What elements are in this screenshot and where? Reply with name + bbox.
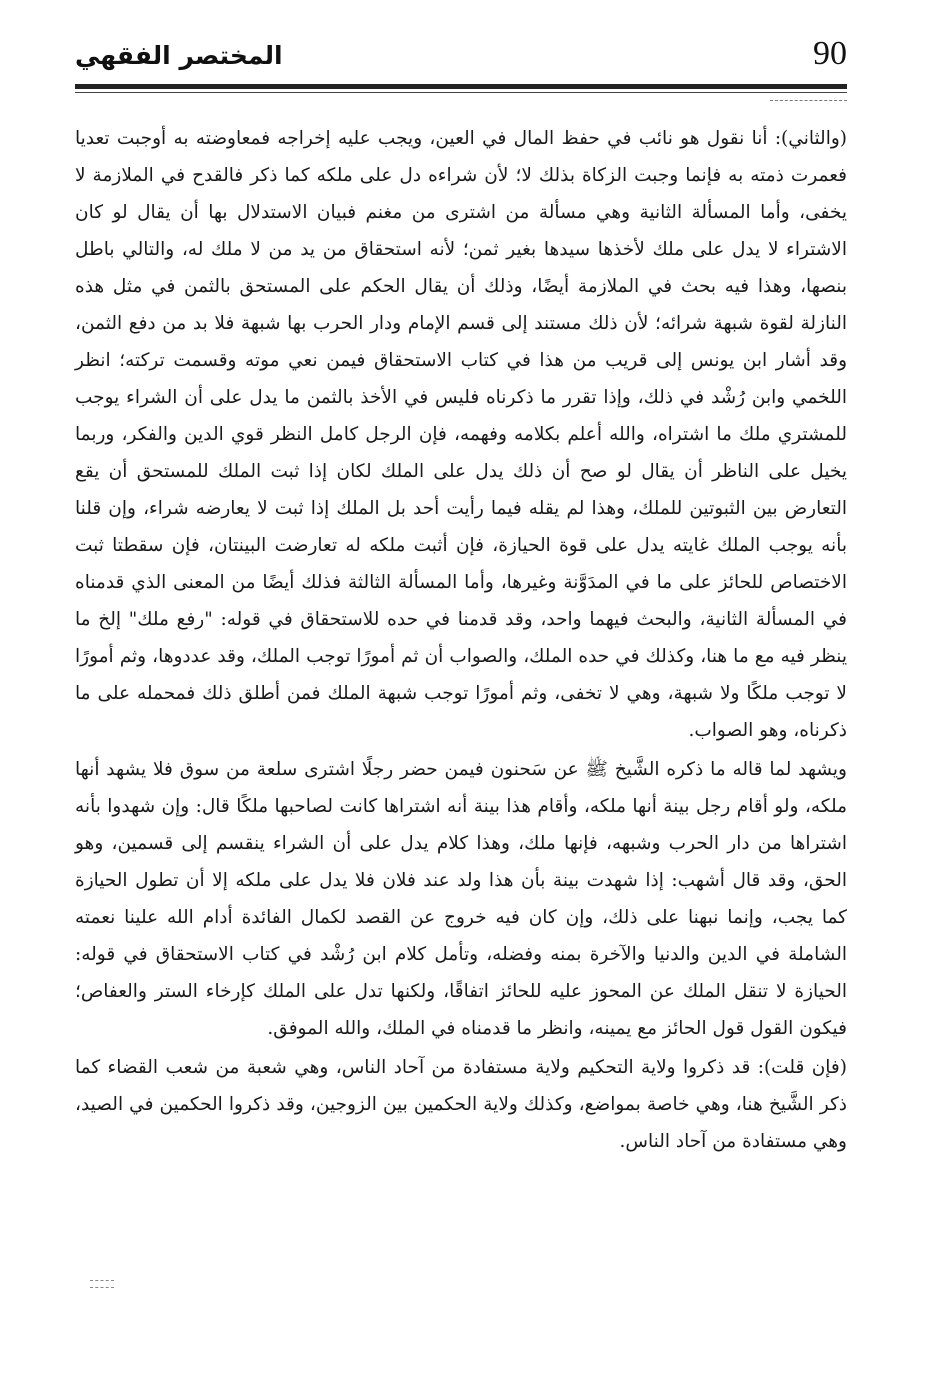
footer-mark	[90, 1280, 114, 1288]
header-rule-dashed	[770, 100, 847, 101]
header-rule-thin	[75, 92, 847, 93]
page-number: 90	[813, 35, 847, 72]
running-title: المختصر الفقهي	[75, 41, 283, 70]
paragraph-2: ويشهد لما قاله ما ذكره الشَّيخ ﷺ عن سَحنون فيمن حضر رجلًا اشترى سلعة من سوق فلا يشهد أنها ملكه، ولو أقام رجل بينة أنها ملكه، وأقام هذا بينة أنه اشتراها كانت لصاحبها ملكًا قال: وإن شهدوا بأنه اشتراها من دار الحرب وشبهه، فإنها ملك، وهذا كلام يدل على أن الشراء ينقسم إلى قسمين، وهو الحق، وقد قال أشهب: إذا شهدت بينة بأن هذا ولد عند فلان فلا يدل على ملكه إلا أن تطول الحيازة كما يجب، وإنما نبهنا على ذلك، وإن كان فيه خروج عن القصد لكمال الفائدة أدام الله علينا نعمته الشاملة في الدين والدنيا والآخرة بمنه وفضله، وتأمل كلام ابن رُشْد في كتاب الاستحقاق في قوله: الحيازة لا تنقل الملك عن المحوز عليه للحائز اتفاقًا، ولكنها تدل على الملك كإرخاء الستر والعفاص؛ فيكون القول قول الحائز مع يمينه، وانظر ما قدمناه في الملك، والله الموفق.	[75, 759, 847, 1039]
header-rule-thick	[75, 84, 847, 89]
page-header	[75, 28, 847, 88]
body-text	[75, 120, 847, 1160]
paragraph-1: (والثاني): أنا نقول هو نائب في حفظ المال في العين، ويجب عليه إخراجه فمعاوضته به أوجبت تعديا فعمرت ذمته به فإنما وجبت الزكاة بذلك لا؛ لأن شراءه دل على ملكه كما ذكر فالقدح في الملازمة لا يخفى، وأما المسألة الثانية وهي مسألة من اشترى من مغنم فبيان الاستدلال بها أن يقال لو كان الاشتراء لا يدل على ملك لأخذها سيدها بغير ثمن؛ لأنه استحقاق من يد من لا ملك له، والتالي باطل بنصها، وهذا فيه بحث في الملازمة أيضًا، وذلك أن يقال الحكم على المستحق بالثمن في مثل هذه النازلة لقوة شبهة شرائه؛ لأن ذلك مستند إلى قسم الإمام ودار الحرب بها شبهة فلا بد من دفع الثمن، وقد أشار ابن يونس إلى قريب من هذا في كتاب الاستحقاق فيمن نعي موته وقسمت تركته؛ انظر اللخمي وابن رُشْد في ذلك، وإذا تقرر ما ذكرناه فليس في الأخذ بالثمن ما يدل على أن الشراء يوجب للمشتري ملك ما اشتراه، والله أعلم بكلامه وفهمه، فإن الرجل كامل النظر قوي الدين والفكر، وربما يخيل على الناظر أن يقال لو صح أن ذلك يدل على الملك لكان إذا ثبت الملك للمستحق أن يقع التعارض بين الثبوتين للملك، وهذا لم يقله فيما رأيت أحد بل الملك إذا ثبت لا يعارضه شراء، وإن قلنا بأنه يوجب الملك غايته يدل على قوة الحيازة، فإن أثبت ملكه له تعارضت البينتان، فإن سقطتا ثبت الاختصاص للحائز على ما في المدَوَّنة وغيرها، وأما المسألة الثالثة فذلك أيضًا من المعنى الذي قدمناه في المسألة الثانية، والبحث فيهما واحد، وقد قدمنا في حده للاستحقاق في قوله: "رفع ملك" إلخ ما ينظر فيه مع ما هنا، وكذلك في حده الملك، والصواب أن ثم أمورًا توجب الملك، وقد عددوها، وثم أمورًا لا توجب ملكًا ولا شبهة، وهي لا تخفى، وثم أمورًا توجب شبهة الملك فمن أطلق ذلك فمحمله على ما ذكرناه، وهو الصواب.	[75, 128, 847, 741]
paragraph-3: (فإن قلت): قد ذكروا ولاية التحكيم ولاية مستفادة من آحاد الناس، وهي شعبة من شعب القضاء كما ذكر الشَّيخ هنا، وهي خاصة بمواضع، وكذلك ولاية الحكمين بين الزوجين، وقد ذكروا الحكمين في الصيد، وهي مستفادة من آحاد الناس.	[75, 1057, 847, 1152]
